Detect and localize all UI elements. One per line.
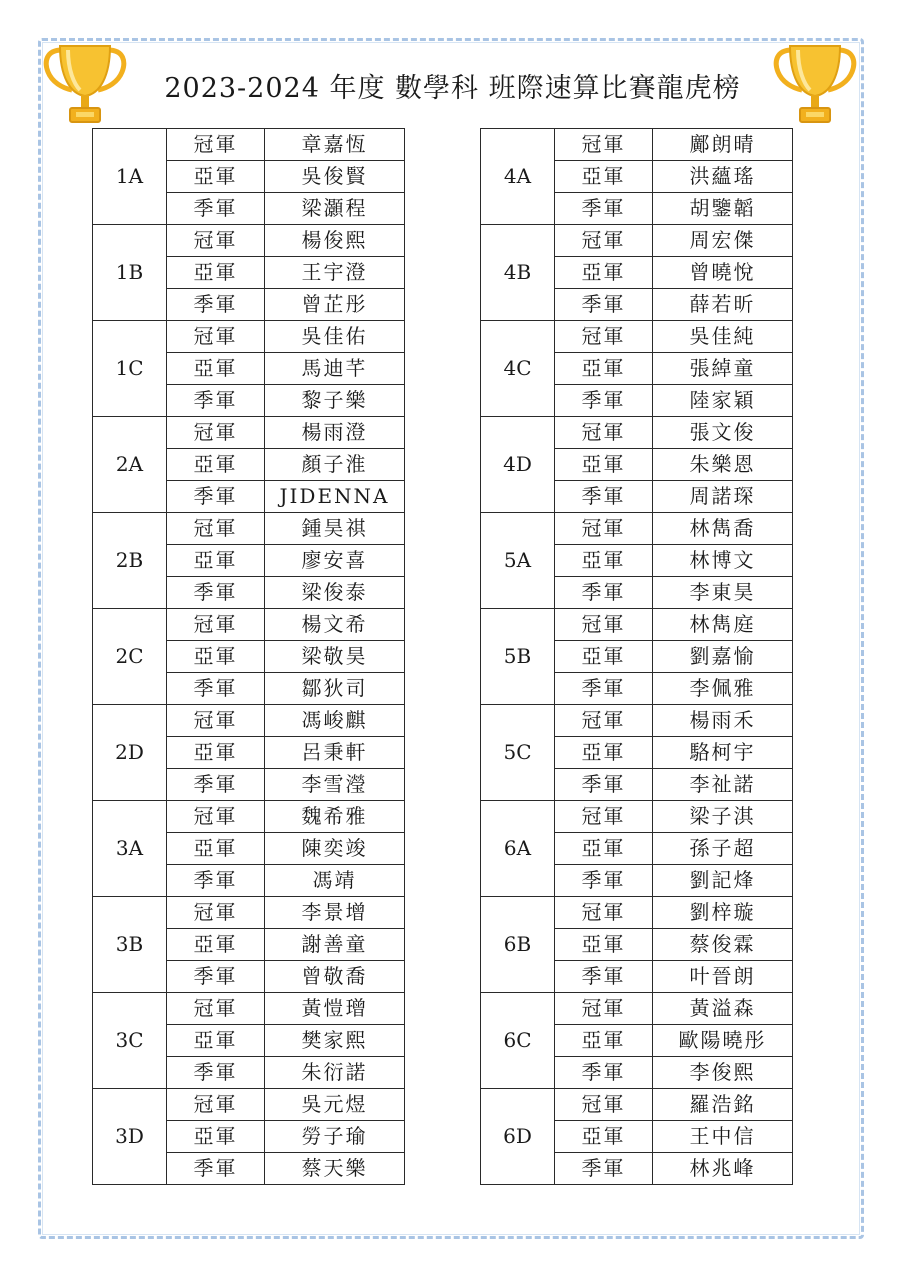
place-cell: 季軍: [167, 577, 265, 609]
place-cell: 冠軍: [555, 417, 653, 449]
place-cell: 亞軍: [167, 353, 265, 385]
page-title: 2023-2024 年度 數學科 班際速算比賽龍虎榜: [164, 73, 741, 104]
place-cell: 亞軍: [167, 449, 265, 481]
winner-name-cell: 陸家穎: [653, 385, 793, 417]
class-cell: 3D: [93, 1089, 167, 1185]
place-cell: 季軍: [167, 193, 265, 225]
winner-name-cell: 曾曉悅: [653, 257, 793, 289]
winner-name-cell: 王中信: [653, 1121, 793, 1153]
place-cell: 冠軍: [555, 897, 653, 929]
ranking-table-left: [92, 128, 405, 1185]
place-cell: 亞軍: [167, 1025, 265, 1057]
place-cell: 季軍: [167, 1057, 265, 1089]
winner-name-cell: 朱樂恩: [653, 449, 793, 481]
winner-name-cell: 林兆峰: [653, 1153, 793, 1185]
winner-name-cell: 李東昊: [653, 577, 793, 609]
place-cell: 亞軍: [167, 1121, 265, 1153]
table-row: [481, 705, 793, 737]
place-cell: 冠軍: [555, 609, 653, 641]
winner-name-cell: 李佩雅: [653, 673, 793, 705]
winner-name-cell: 吳元煜: [265, 1089, 405, 1121]
place-cell: 亞軍: [167, 833, 265, 865]
winner-name-cell: 胡鑒韜: [653, 193, 793, 225]
class-cell: 4B: [481, 225, 555, 321]
place-cell: 冠軍: [167, 609, 265, 641]
winner-name-cell: 李祉諾: [653, 769, 793, 801]
winner-name-cell: 劉梓璇: [653, 897, 793, 929]
place-cell: 季軍: [555, 865, 653, 897]
table-row: [481, 321, 793, 353]
place-cell: 亞軍: [555, 353, 653, 385]
place-cell: 季軍: [167, 769, 265, 801]
table-row: [93, 321, 405, 353]
class-cell: 1A: [93, 129, 167, 225]
table-row: [481, 993, 793, 1025]
winner-name-cell: 鄺朗晴: [653, 129, 793, 161]
winner-name-cell: 黃溢森: [653, 993, 793, 1025]
place-cell: 亞軍: [555, 545, 653, 577]
winner-name-cell: 馮靖: [265, 865, 405, 897]
place-cell: 冠軍: [555, 993, 653, 1025]
place-cell: 季軍: [167, 481, 265, 513]
place-cell: 亞軍: [555, 737, 653, 769]
winner-name-cell: 林雋庭: [653, 609, 793, 641]
winner-name-cell: 廖安喜: [265, 545, 405, 577]
class-cell: 4D: [481, 417, 555, 513]
class-cell: 5B: [481, 609, 555, 705]
winner-name-cell: JIDENNA: [265, 481, 405, 513]
place-cell: 季軍: [555, 481, 653, 513]
class-cell: 3C: [93, 993, 167, 1089]
winner-name-cell: 楊俊熙: [265, 225, 405, 257]
class-cell: 6B: [481, 897, 555, 993]
winner-name-cell: 李俊熙: [653, 1057, 793, 1089]
table-row: [481, 129, 793, 161]
winner-name-cell: 顏子淮: [265, 449, 405, 481]
table-row: [93, 225, 405, 257]
winner-name-cell: 林雋喬: [653, 513, 793, 545]
place-cell: 季軍: [167, 289, 265, 321]
place-cell: 季軍: [555, 1153, 653, 1185]
table-row: [93, 513, 405, 545]
place-cell: 冠軍: [555, 705, 653, 737]
table-row: [481, 801, 793, 833]
table-row: [93, 129, 405, 161]
place-cell: 冠軍: [555, 129, 653, 161]
winner-name-cell: 勞子瑜: [265, 1121, 405, 1153]
place-cell: 亞軍: [167, 641, 265, 673]
place-cell: 冠軍: [167, 705, 265, 737]
place-cell: 亞軍: [555, 833, 653, 865]
class-cell: 3B: [93, 897, 167, 993]
place-cell: 季軍: [555, 289, 653, 321]
place-cell: 季軍: [167, 673, 265, 705]
table-row: [481, 1089, 793, 1121]
winner-name-cell: 李雪瀅: [265, 769, 405, 801]
winner-name-cell: 曾芷彤: [265, 289, 405, 321]
table-row: [93, 801, 405, 833]
winner-name-cell: 叶晉朗: [653, 961, 793, 993]
class-cell: 6A: [481, 801, 555, 897]
place-cell: 亞軍: [555, 449, 653, 481]
class-cell: 2B: [93, 513, 167, 609]
place-cell: 亞軍: [167, 737, 265, 769]
place-cell: 冠軍: [167, 1089, 265, 1121]
winner-name-cell: 吳佳純: [653, 321, 793, 353]
place-cell: 亞軍: [167, 257, 265, 289]
winner-name-cell: 王宇澄: [265, 257, 405, 289]
class-cell: 2C: [93, 609, 167, 705]
winner-name-cell: 朱衍諾: [265, 1057, 405, 1089]
winner-name-cell: 林博文: [653, 545, 793, 577]
winner-name-cell: 張文俊: [653, 417, 793, 449]
table-row: [93, 705, 405, 737]
place-cell: 冠軍: [167, 897, 265, 929]
class-cell: 6C: [481, 993, 555, 1089]
class-cell: 2D: [93, 705, 167, 801]
place-cell: 冠軍: [167, 321, 265, 353]
place-cell: 季軍: [167, 865, 265, 897]
winner-name-cell: 黎子樂: [265, 385, 405, 417]
class-cell: 4C: [481, 321, 555, 417]
class-cell: 1C: [93, 321, 167, 417]
class-cell: 1B: [93, 225, 167, 321]
winner-name-cell: 張綽童: [653, 353, 793, 385]
winner-name-cell: 魏希雅: [265, 801, 405, 833]
place-cell: 季軍: [555, 1057, 653, 1089]
class-cell: 3A: [93, 801, 167, 897]
place-cell: 冠軍: [167, 993, 265, 1025]
place-cell: 季軍: [555, 769, 653, 801]
class-cell: 5A: [481, 513, 555, 609]
place-cell: 亞軍: [555, 161, 653, 193]
place-cell: 冠軍: [167, 417, 265, 449]
winner-name-cell: 梁灝程: [265, 193, 405, 225]
place-cell: 季軍: [555, 385, 653, 417]
place-cell: 冠軍: [555, 1089, 653, 1121]
winner-name-cell: 馮峻麒: [265, 705, 405, 737]
winner-name-cell: 蔡天樂: [265, 1153, 405, 1185]
place-cell: 冠軍: [167, 801, 265, 833]
class-cell: 5C: [481, 705, 555, 801]
winner-name-cell: 梁子淇: [653, 801, 793, 833]
place-cell: 冠軍: [555, 225, 653, 257]
table-row: [93, 1089, 405, 1121]
winner-name-cell: 陳奕竣: [265, 833, 405, 865]
winner-name-cell: 樊家熙: [265, 1025, 405, 1057]
class-cell: 2A: [93, 417, 167, 513]
table-row: [481, 417, 793, 449]
table-row: [481, 609, 793, 641]
winner-name-cell: 劉嘉愉: [653, 641, 793, 673]
place-cell: 季軍: [167, 385, 265, 417]
place-cell: 亞軍: [555, 257, 653, 289]
winner-name-cell: 曾敬喬: [265, 961, 405, 993]
place-cell: 亞軍: [555, 929, 653, 961]
place-cell: 冠軍: [167, 225, 265, 257]
winner-name-cell: 章嘉恆: [265, 129, 405, 161]
place-cell: 亞軍: [555, 1121, 653, 1153]
winner-name-cell: 駱柯宇: [653, 737, 793, 769]
winner-name-cell: 羅浩銘: [653, 1089, 793, 1121]
place-cell: 亞軍: [167, 545, 265, 577]
table-row: [93, 993, 405, 1025]
winner-name-cell: 洪蘊瑤: [653, 161, 793, 193]
winner-name-cell: 謝善童: [265, 929, 405, 961]
table-row: [93, 897, 405, 929]
winner-name-cell: 李景增: [265, 897, 405, 929]
class-cell: 6D: [481, 1089, 555, 1185]
place-cell: 冠軍: [555, 801, 653, 833]
table-row: [93, 417, 405, 449]
place-cell: 季軍: [555, 193, 653, 225]
place-cell: 季軍: [555, 577, 653, 609]
winner-name-cell: 鍾昊祺: [265, 513, 405, 545]
winner-name-cell: 薛若昕: [653, 289, 793, 321]
place-cell: 冠軍: [555, 513, 653, 545]
winner-name-cell: 呂秉軒: [265, 737, 405, 769]
winner-name-cell: 梁俊泰: [265, 577, 405, 609]
class-cell: 4A: [481, 129, 555, 225]
place-cell: 亞軍: [167, 161, 265, 193]
place-cell: 亞軍: [555, 1025, 653, 1057]
winner-name-cell: 劉記烽: [653, 865, 793, 897]
ranking-table-right: [480, 128, 793, 1185]
winner-name-cell: 黃愷璔: [265, 993, 405, 1025]
winner-name-cell: 蔡俊霖: [653, 929, 793, 961]
winner-name-cell: 馬迪芊: [265, 353, 405, 385]
winner-name-cell: 歐陽曉彤: [653, 1025, 793, 1057]
place-cell: 季軍: [167, 961, 265, 993]
winner-name-cell: 梁敬昊: [265, 641, 405, 673]
table-row: [481, 897, 793, 929]
place-cell: 亞軍: [555, 641, 653, 673]
winner-name-cell: 周宏傑: [653, 225, 793, 257]
place-cell: 冠軍: [167, 513, 265, 545]
winner-name-cell: 周諾琛: [653, 481, 793, 513]
winner-name-cell: 吳佳佑: [265, 321, 405, 353]
table-row: [481, 513, 793, 545]
place-cell: 季軍: [555, 673, 653, 705]
winner-name-cell: 楊文希: [265, 609, 405, 641]
place-cell: 亞軍: [167, 929, 265, 961]
winner-name-cell: 楊雨澄: [265, 417, 405, 449]
table-row: [481, 225, 793, 257]
winner-name-cell: 鄒狄司: [265, 673, 405, 705]
place-cell: 季軍: [167, 1153, 265, 1185]
winner-name-cell: 楊雨禾: [653, 705, 793, 737]
place-cell: 冠軍: [167, 129, 265, 161]
table-row: [93, 609, 405, 641]
place-cell: 季軍: [555, 961, 653, 993]
winner-name-cell: 吳俊賢: [265, 161, 405, 193]
winner-name-cell: 孫子超: [653, 833, 793, 865]
place-cell: 冠軍: [555, 321, 653, 353]
